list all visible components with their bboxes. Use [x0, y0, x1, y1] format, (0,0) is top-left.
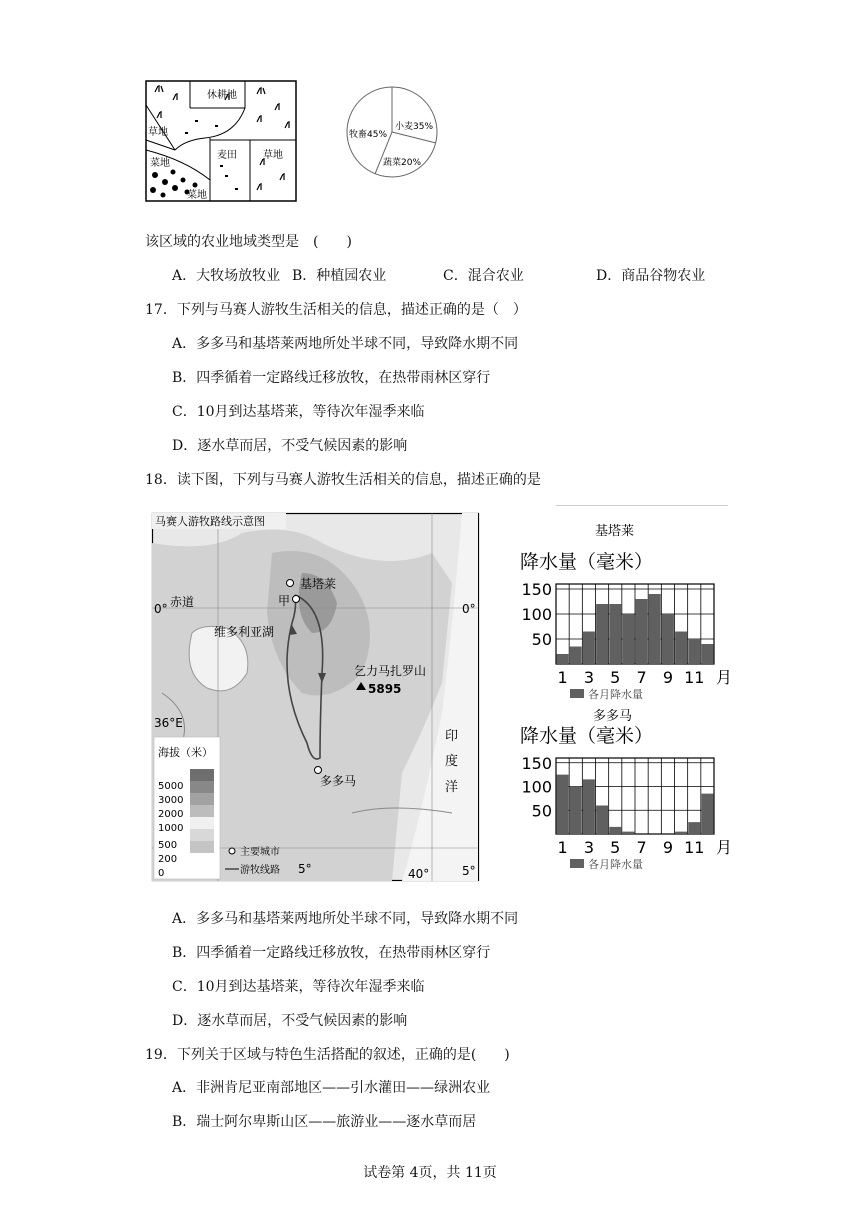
label-mountain: 乞力马扎罗山: [354, 664, 427, 678]
chart-xtick-dodoma: 5: [610, 838, 621, 857]
chart-bar-dodoma: [688, 822, 700, 834]
pie-label-livestock: 牧畜45%: [349, 130, 388, 140]
legend-level-1000: 1000: [158, 823, 184, 834]
q18-option-a: A．多多马和基塔莱两地所处半球不同，导致降水期不同: [172, 911, 519, 927]
chart-bar-kitale: [649, 594, 661, 664]
farm-label-grass-right: 草地: [263, 150, 283, 161]
chart-ytick-kitale: 50: [531, 630, 552, 649]
chart-bar-kitale: [636, 599, 648, 664]
chart-xtick-dodoma: 1: [557, 838, 568, 857]
farm-label-fallow: 休耕地: [207, 90, 237, 101]
q16-option-d: D．商品谷物农业: [596, 268, 706, 284]
q17-option-d: D．逐水草而居，不受气候因素的影响: [172, 438, 408, 454]
label-ocean-3: 洋: [445, 780, 459, 795]
q18-option-b: B．四季循着一定路线迁移放牧，在热带雨林区穿行: [172, 945, 491, 961]
label-lat0-right: 0°: [462, 602, 476, 616]
chart-legend-swatch-dodoma: [570, 859, 584, 868]
chart-bar-dodoma: [701, 794, 713, 834]
chart-ytick-dodoma: 100: [521, 777, 552, 797]
farm-label-grass-left: 草地: [148, 127, 168, 138]
chart-ytick-dodoma: 150: [521, 753, 552, 773]
label-ocean-2: 度: [445, 754, 459, 769]
q18-option-d: D．逐水草而居，不受气候因素的影响: [172, 1013, 408, 1029]
city-dodoma: 多多马: [320, 774, 357, 788]
q16-option-a: A．大牧场放牧业: [172, 268, 281, 284]
chart-ylabel-dodoma: 降水量（毫米）: [520, 725, 654, 747]
label-lon36: 36°E: [154, 716, 183, 730]
chart-legend-kitale: 各月降水量: [588, 688, 643, 701]
chart-bar-kitale: [675, 632, 687, 665]
q16-stem: 该区域的农业地域类型是 ( ): [145, 234, 352, 250]
q18-option-c: C．10月到达基塔莱，等待次年湿季来临: [172, 979, 425, 995]
q19-stem: 19．下列关于区域与特色生活搭配的叙述，正确的是( ): [145, 1047, 510, 1063]
chart-xtick-kitale: 5: [610, 668, 621, 687]
chart-ylabel-kitale: 降水量（毫米）: [520, 551, 654, 573]
chart-bar-dodoma: [675, 832, 687, 834]
chart-xtick-kitale: 11: [684, 668, 705, 687]
q17-option-b: B．四季循着一定路线迁移放牧，在热带雨林区穿行: [172, 370, 491, 386]
q18-stem: 18．读下图，下列与马赛人游牧生活相关的信息，描述正确的是: [145, 472, 541, 488]
chart-bar-kitale: [622, 614, 634, 664]
farm-map: [145, 80, 297, 202]
chart-xtick-dodoma: 3: [583, 838, 595, 857]
chart-bar-dodoma: [570, 787, 582, 835]
chart-title-kitale: 基塔莱: [595, 524, 635, 539]
chart-bar-dodoma: [583, 779, 595, 834]
chart-bar-dodoma: [609, 827, 621, 834]
q16-option-b: B．种植园农业: [292, 268, 387, 284]
chart-bar-dodoma: [557, 775, 569, 834]
farm-label-wheat: 麦田: [217, 150, 237, 161]
legend-route: 游牧线路: [240, 865, 280, 876]
label-equator: 赤道: [170, 595, 195, 609]
chart-xtick-dodoma: 11: [684, 838, 705, 857]
q17-option-c: C．10月到达基塔莱，等待次年湿季来临: [172, 404, 425, 420]
chart-xtick-kitale: 9: [662, 668, 674, 687]
legend-level-3000: 3000: [158, 795, 184, 806]
city-kitale: 基塔莱: [300, 577, 337, 591]
chart-ytick-dodoma: 50: [531, 801, 552, 821]
chart-bar-kitale: [570, 647, 582, 665]
q16-option-c: C．混合农业: [443, 268, 524, 284]
page-footer: 试卷第 4页，共 11页: [363, 1165, 497, 1181]
point-jia: 甲: [278, 594, 291, 608]
chart-legend-dodoma: 各月降水量: [588, 858, 643, 871]
chart-xtick-kitale: 7: [636, 668, 647, 687]
legend-level-2000: 2000: [158, 809, 184, 820]
climate-charts: [500, 520, 733, 880]
label-lat5-left: 5°: [298, 862, 312, 876]
chart-xunit-kitale: 月: [716, 668, 733, 687]
legend-level-200: 200: [158, 854, 178, 865]
q17-stem: 17．下列与马赛人游牧生活相关的信息，描述正确的是（ ）: [145, 302, 527, 318]
chart-legend-swatch-kitale: [570, 689, 584, 698]
chart-bar-kitale: [557, 654, 569, 664]
chart-xtick-kitale: 3: [583, 668, 595, 687]
farm-label-vegetable: 菜地: [150, 158, 170, 169]
label-lat5-right: 5°: [462, 864, 476, 878]
legend-city: 主要城市: [240, 847, 280, 858]
label-ocean-1: 印: [445, 729, 459, 744]
chart-bar-kitale: [596, 604, 608, 664]
label-elevation: 5895: [368, 682, 402, 696]
chart-bar-kitale: [701, 644, 713, 664]
pie-label-vegetable: 蔬菜20%: [383, 158, 422, 168]
legend-level-5000: 5000: [158, 781, 184, 792]
q19-option-b: B．瑞士阿尔卑斯山区——旅游业——逐水草而居: [172, 1114, 477, 1130]
chart-ytick-kitale: 150: [521, 580, 552, 599]
farm-label-vegetable-bottom: 菜地: [187, 190, 207, 201]
map-title: 马赛人游牧路线示意图: [155, 515, 265, 528]
pie-chart: [345, 85, 440, 180]
legend-level-500: 500: [158, 840, 178, 851]
masai-route-map: [152, 513, 479, 881]
chart-bar-kitale: [609, 604, 621, 664]
chart-bar-kitale: [688, 639, 700, 664]
chart-divider: [556, 505, 728, 506]
chart-bar-dodoma: [622, 832, 634, 834]
chart-bar-kitale: [662, 614, 674, 664]
legend-level-0: 0: [158, 868, 165, 879]
pie-label-wheat: 小麦35%: [395, 122, 434, 132]
chart-xtick-dodoma: 7: [636, 838, 647, 857]
chart-xtick-kitale: 1: [557, 668, 568, 687]
chart-bar-kitale: [583, 632, 595, 665]
chart-bar-dodoma: [596, 806, 608, 835]
label-lake: 维多利亚湖: [214, 625, 275, 639]
q17-option-a: A．多多马和基塔莱两地所处半球不同，导致降水期不同: [172, 336, 519, 352]
chart-xunit-dodoma: 月: [716, 838, 733, 857]
label-lat0-left: 0°: [154, 602, 168, 616]
chart-ytick-kitale: 100: [521, 605, 552, 624]
q19-option-a: A．非洲肯尼亚南部地区——引水灌田——绿洲农业: [172, 1080, 491, 1096]
chart-xtick-dodoma: 9: [662, 838, 674, 857]
legend-title: 海拔（米）: [158, 746, 213, 759]
chart-title-dodoma: 多多马: [593, 709, 633, 724]
label-lon40: 40°: [408, 867, 430, 881]
